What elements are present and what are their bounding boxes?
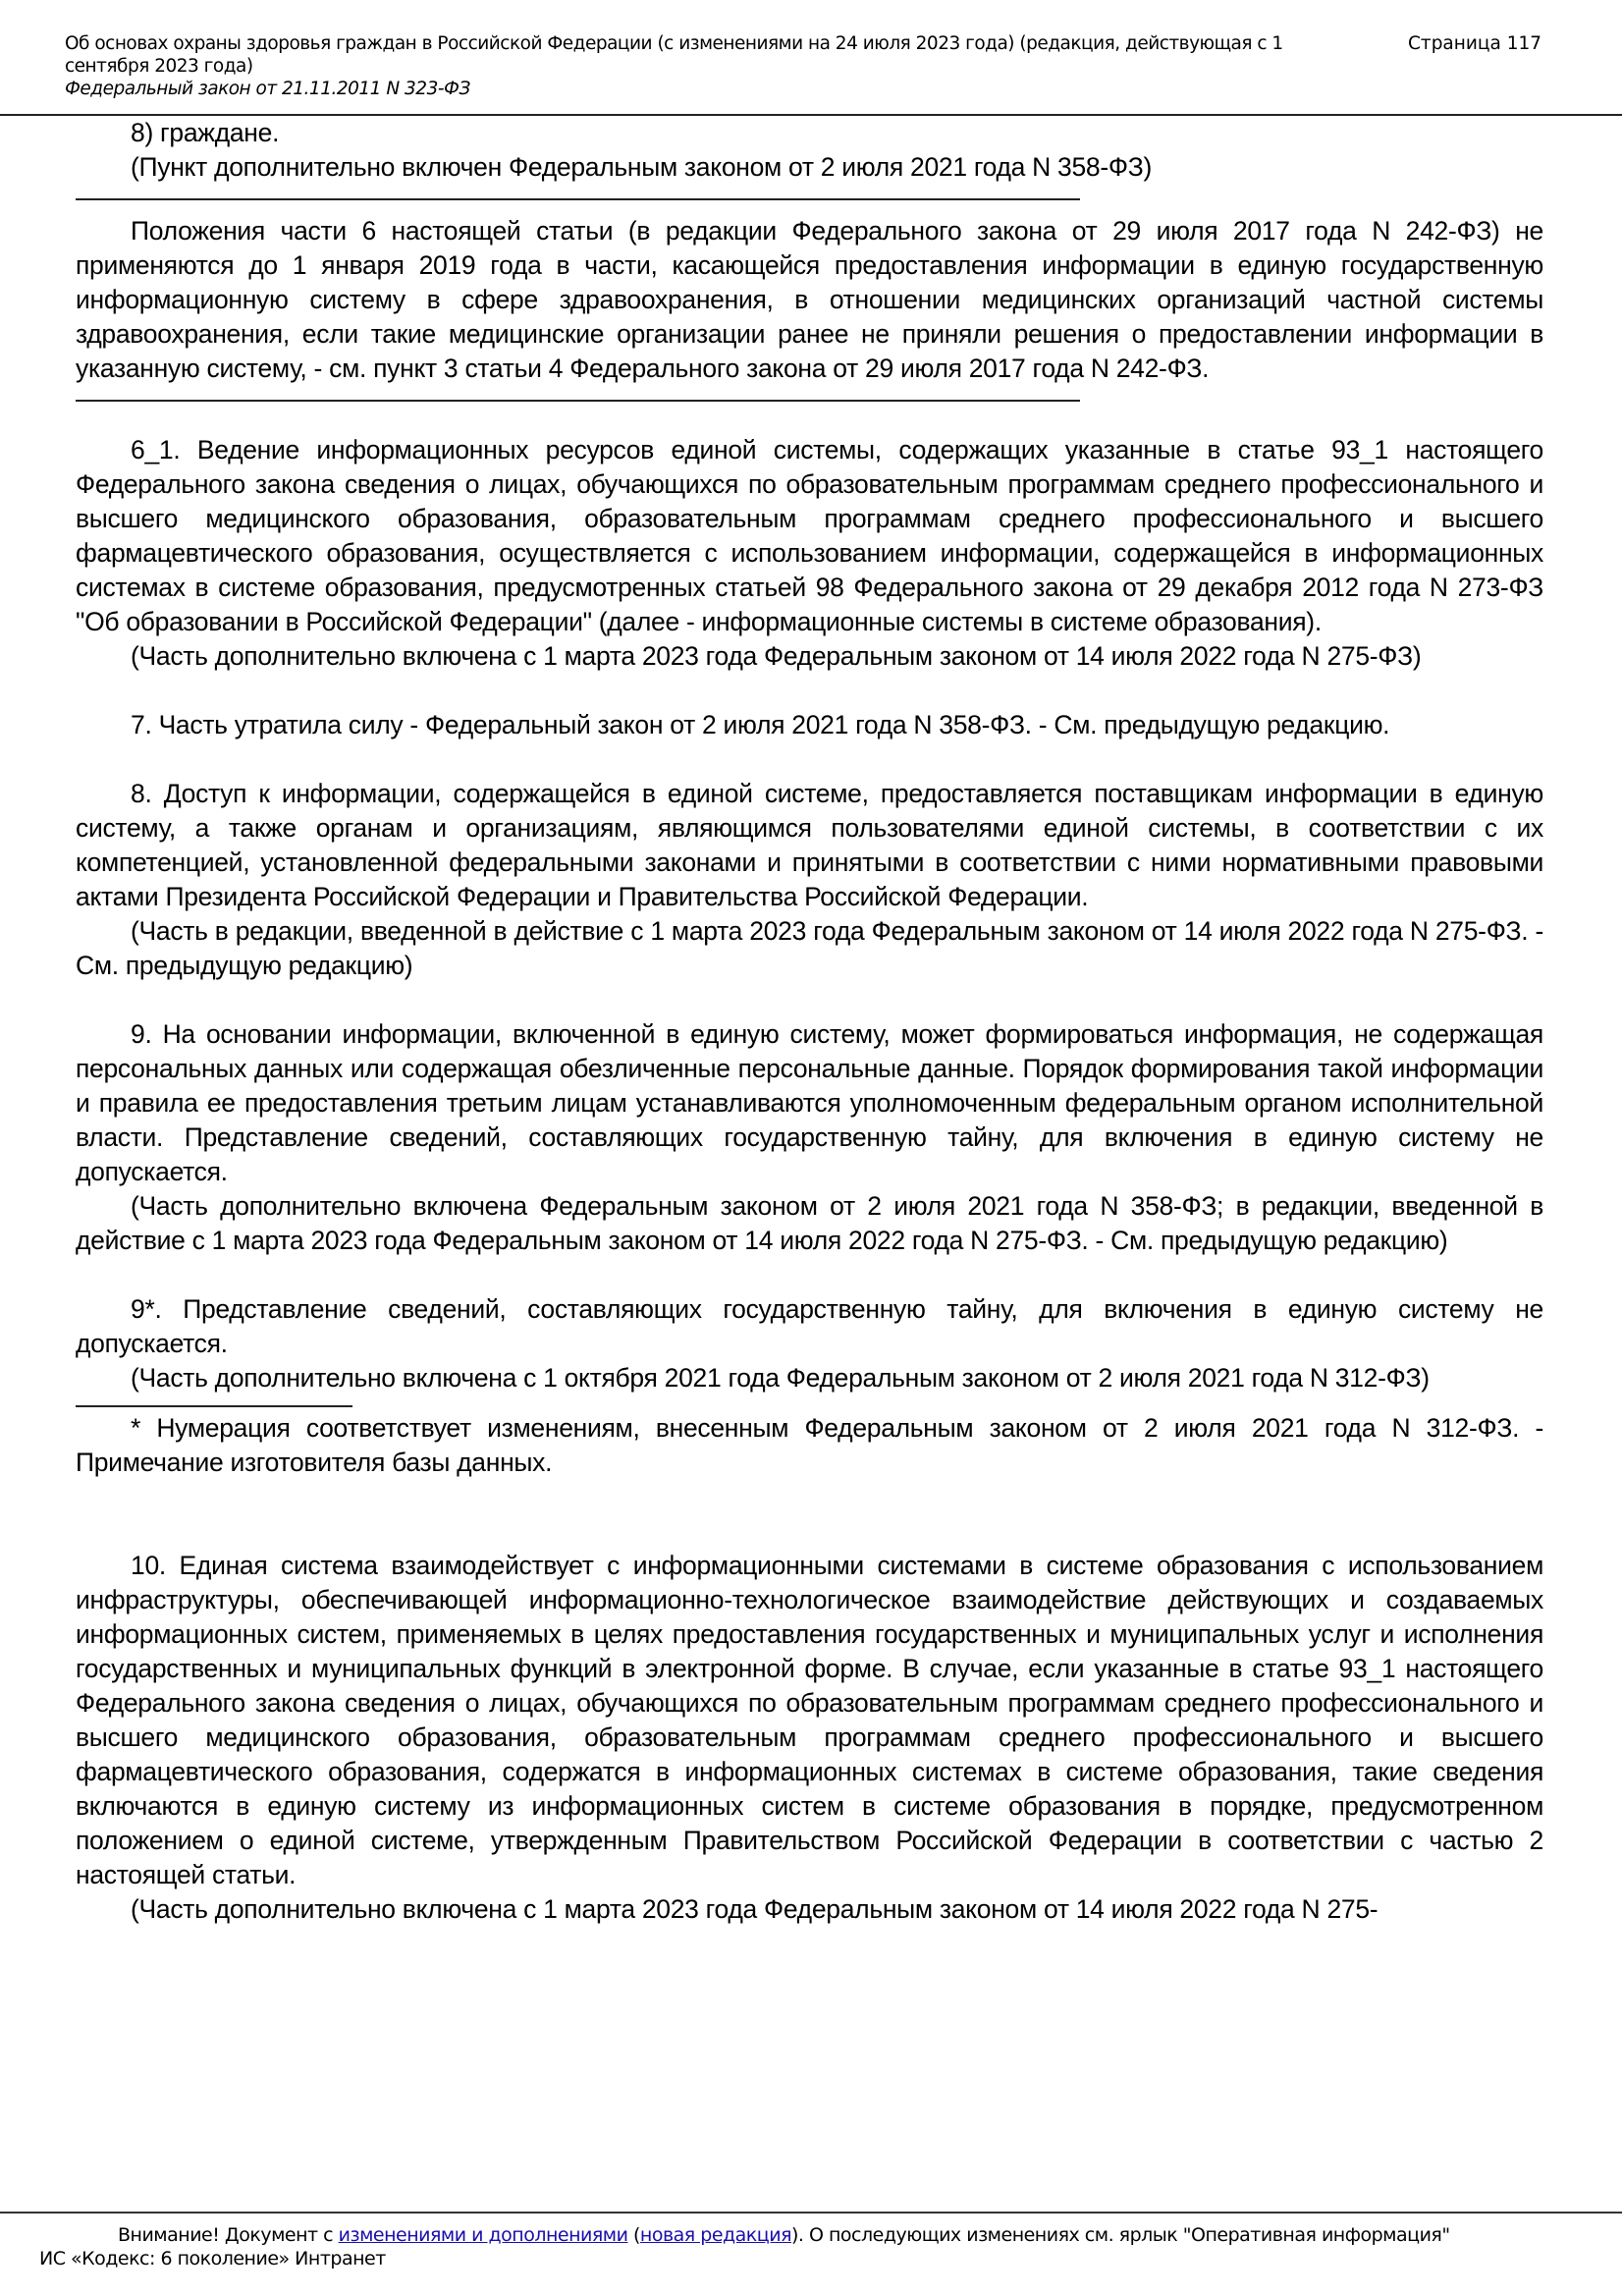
separator-line — [76, 198, 1080, 200]
page-header — [0, 0, 1622, 116]
page-footer — [0, 2212, 1622, 2269]
part-10: 10. Единая система взаимодействует с информационными системами в системе образования с использованием инфраструктуры, обеспечивающей информационно-технологическое взаимодействие действующих и создаваемых информационных систем, применяемых в целях предоставления государственных и муниципальных услуг и исполнения государственных и муниципальных функций в электронной форме. В случае, если указанные в статье 93_1 настоящего Федерального закона сведения о лицах, обучающихся по образовательным программам среднего профессионального и высшего медицинского образования, образовательным программам среднего профессионального и высшего фармацевтического образования, содержатся в информационных системах в системе образования, такие сведения включаются в единую систему из информационных систем в системе образования в порядке, предусмотренном положением о единой системе, утвержденным Правительством Российской Федерации в соответствии с частью 2 настоящей статьи. — [76, 1551, 1543, 1889]
part-7: 7. Часть утратила силу - Федеральный закон от 2 июля 2021 года N 358-ФЗ. - См. предыдущую редакцию. — [131, 710, 1390, 739]
page-number: Страница 117 — [1408, 33, 1542, 54]
document-title: Об основах охраны здоровья граждан в Российской Федерации (с изменениями на 24 июля 2023 года) (редакция, действующая с 1 сентября 2023 года) — [65, 33, 1283, 77]
system-label: ИС «Кодекс: 6 поколение» Интранет — [39, 2248, 386, 2269]
separator-line — [76, 400, 1080, 402]
part-9-star: 9*. Представление сведений, составляющих государственную тайну, для включения в единую систему не допускается. — [76, 1294, 1543, 1358]
editor-note: Положения части 6 настоящей статьи (в редакции Федерального закона от 29 июля 2017 года N 242-ФЗ) не применяются до 1 января 2019 года в части, касающейся предоставления информации в единую государственную информационную систему в сфере здравоохранения, в отношении медицинских организаций частной системы здравоохранения, если такие медицинские организации ранее не приняли решения о предоставлении информации в указанную систему, - см. пункт 3 статьи 4 Федерального закона от 29 июля 2017 года N 242-ФЗ. — [76, 216, 1543, 383]
change-notice — [118, 2223, 1450, 2247]
notice-paren: ( — [627, 2224, 640, 2246]
part-8: 8. Доступ к информации, содержащейся в единой системе, предоставляется поставщикам информации в единую систему, а также органам и организациям, являющимся пользователями единой системы, в соответствии с их компетенцией, установленной федеральными законами и принятыми в соответствии с ними нормативными правовыми актами Президента Российской Федерации и Правительства Российской Федерации. — [76, 779, 1543, 911]
footnote-separator — [76, 1405, 352, 1407]
part-9-star-amendment-note: (Часть дополнительно включена с 1 октября 2021 года Федеральным законом от 2 июля 2021 года N 312-ФЗ) — [131, 1363, 1430, 1393]
footnote: * Нумерация соответствует изменениям, внесенным Федеральным законом от 2 июля 2021 года N 312-ФЗ. - Примечание изготовителя базы данных. — [76, 1413, 1543, 1477]
law-reference: Федеральный закон от 21.11.2011 N 323-ФЗ — [65, 79, 470, 99]
new-edition-link[interactable]: новая редакция — [639, 2224, 791, 2246]
notice-prefix: Внимание! Документ с — [118, 2224, 339, 2246]
changes-link[interactable]: изменениями и дополнениями — [338, 2224, 628, 2246]
part-10-amendment-note: (Часть дополнительно включена с 1 марта 2023 года Федеральным законом от 14 июля 2022 года N 275- — [131, 1894, 1379, 1924]
part-9-amendment-note: (Часть дополнительно включена Федеральным законом от 2 июля 2021 года N 358-ФЗ; в редакции, введенной в действие с 1 марта 2023 года Федеральным законом от 14 июля 2022 года N 275-ФЗ. - См. предыдущую редакцию) — [76, 1191, 1543, 1255]
document-body — [76, 116, 1543, 1927]
notice-suffix: ). О последующих изменениях см. ярлык "Оперативная информация" — [791, 2224, 1450, 2246]
part-6-1: 6_1. Ведение информационных ресурсов единой системы, содержащих указанные в статье 93_1 настоящего Федерального закона сведения о лицах, обучающихся по образовательным программам среднего профессионального и высшего медицинского образования, образовательным программам среднего профессионального и высшего фармацевтического образования, осуществляется с использованием информации, содержащейся в информационных системах в системе образования, предусмотренных статьей 98 Федерального закона от 29 декабря 2012 года N 273-ФЗ "Об образовании в Российской Федерации" (далее - информационные системы в системе образования). — [76, 435, 1543, 636]
part-9: 9. На основании информации, включенной в единую систему, может формироваться информация, не содержащая персональных данных или содержащая обезличенные персональные данные. Порядок формирования такой информации и правила ее предоставления третьим лицам устанавливаются уполномоченным федеральным органом исполнительной власти. Представление сведений, составляющих государственную тайну, для включения в единую систему не допускается. — [76, 1019, 1543, 1186]
item-8: 8) граждане. — [131, 118, 280, 147]
part-6-1-amendment-note: (Часть дополнительно включена с 1 марта 2023 года Федеральным законом от 14 июля 2022 года N 275-ФЗ) — [131, 641, 1422, 671]
part-8-amendment-note: (Часть в редакции, введенной в действие с 1 марта 2023 года Федеральным законом от 14 июля 2022 года N 275-ФЗ. - См. предыдущую редакцию) — [76, 916, 1543, 980]
item-8-amendment-note: (Пункт дополнительно включен Федеральным законом от 2 июля 2021 года N 358-ФЗ) — [131, 152, 1152, 182]
